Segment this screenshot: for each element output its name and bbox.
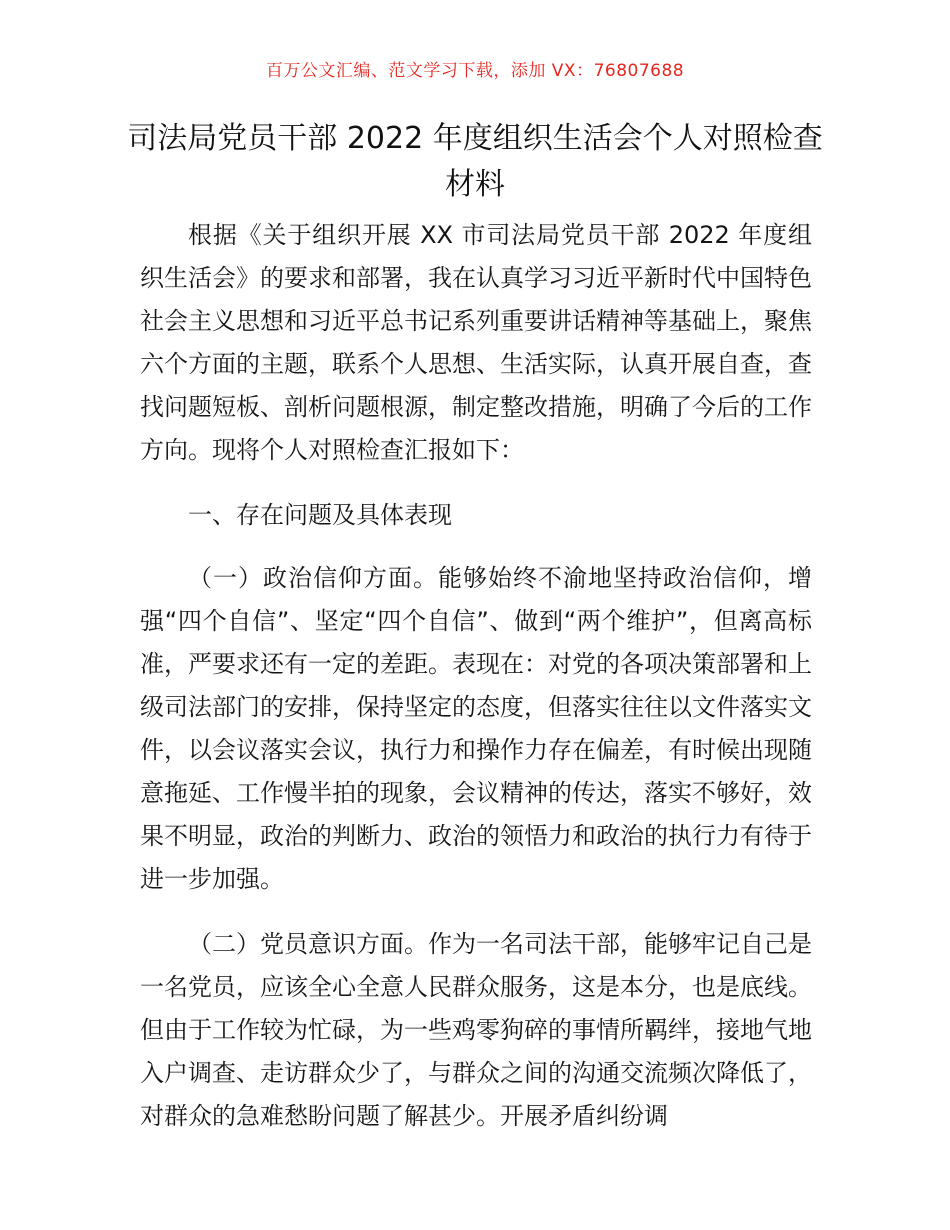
section-heading: 一、存在问题及具体表现 (188, 501, 452, 529)
party-awareness-paragraph: （二）党员意识方面。作为一名司法干部，能够牢记自己是一名党员，应该全心全意人民群众服务，这是本分，也是底线。但由于工作较为忙碌，为一些鸡零狗碎的事情所羁绊，接地气地入户调查、走访群众少了，与群众之间的沟通交流频次降低了，对群众的急难愁盼问题了解甚少。开展矛盾纠纷调 (140, 930, 812, 1130)
promo-banner: 百万公文汇编、范文学习下载，添加 VX：76807688 (265, 61, 685, 81)
document-title: 司法局党员干部 2022 年度组织生活会个人对照检查材料 (127, 121, 823, 202)
intro-paragraph: 根据《关于组织开展 XX 市司法局党员干部 2022 年度组织生活会》的要求和部署，我在认真学习习近平新时代中国特色社会主义思想和习近平总书记系列重要讲话精神等基础上，聚焦六个方面的主题，联系个人思想、生活实际，认真开展自查，查找问题短板、剖析问题根源，制定整改措施，明确了今后的工作方向。现将个人对照检查汇报如下： (140, 221, 812, 464)
document-body (140, 214, 812, 1138)
political-belief-paragraph: （一）政治信仰方面。能够始终不渝地坚持政治信仰，增强“四个自信”、坚定“四个自信”、做到“两个维护”，但离高标准，严要求还有一定的差距。表现在：对党的各项决策部署和上级司法部门的安排，保持坚定的态度，但落实往往以文件落实文件，以会议落实会议，执行力和操作力存在偏差，有时候出现随意拖延、工作慢半拍的现象，会议精神的传达，落实不够好，效果不明显，政治的判断力、政治的领悟力和政治的执行力有待于进一步加强。 (140, 564, 812, 893)
